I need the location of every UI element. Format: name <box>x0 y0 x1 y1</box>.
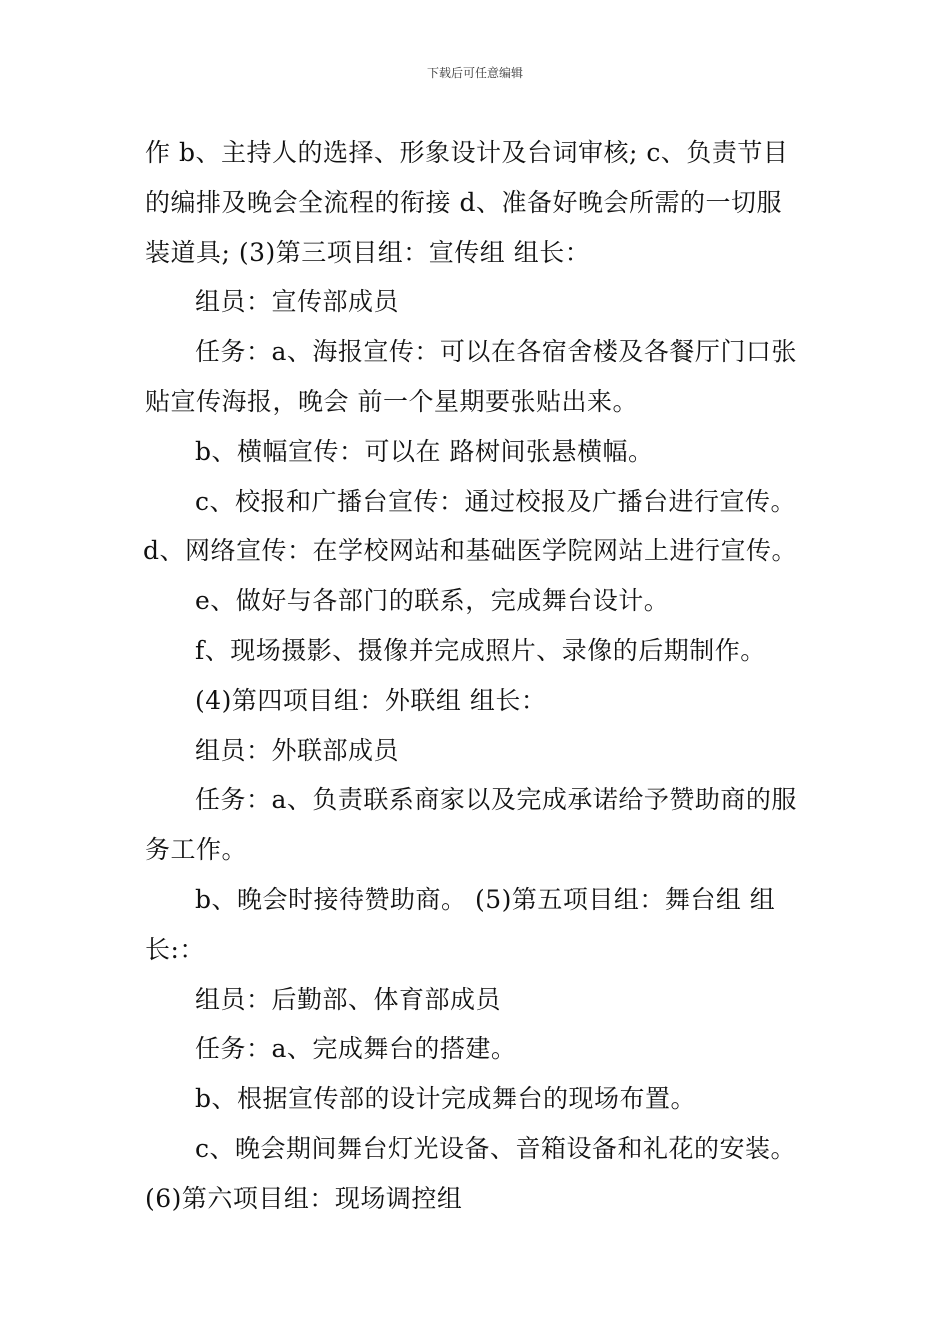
text-line: d、网络宣传：在学校网站和基础医学院网站上进行宣传。 <box>143 536 798 566</box>
text-line: 务工作。 <box>145 835 248 865</box>
text-line: 装道具; (3)第三项目组：宣传组 组长： <box>145 237 591 267</box>
text-line: 任务：a、海报宣传：可以在各宿舍楼及各餐厅门口张 <box>195 337 797 367</box>
text-line: b、晚会时接待赞助商。 (5)第五项目组：舞台组 组 <box>195 884 776 914</box>
text-line: f、现场摄影、摄像并完成照片、录像的后期制作。 <box>195 635 766 665</box>
text-line: e、做好与各部门的联系，完成舞台设计。 <box>195 586 670 616</box>
text-line: b、横幅宣传：可以在 路树间张悬横幅。 <box>195 436 654 466</box>
text-line: (4)第四项目组：外联组 组长： <box>195 685 547 715</box>
text-line: 贴宣传海报，晚会 前一个星期要张贴出来。 <box>145 386 638 416</box>
document-body <box>145 128 825 1224</box>
text-line: 长:： <box>145 934 205 964</box>
text-line: 的编排及晚会全流程的衔接 d、准备好晚会所需的一切服 <box>145 187 782 217</box>
text-line: 任务：a、负责联系商家以及完成承诺给予赞助商的服 <box>195 785 797 815</box>
text-line: c、校报和广播台宣传：通过校报及广播台进行宣传。 <box>195 486 797 516</box>
text-line: b、根据宣传部的设计完成舞台的现场布置。 <box>195 1084 697 1114</box>
text-line: (6)第六项目组：现场调控组 <box>145 1183 463 1213</box>
text-line: c、晚会期间舞台灯光设备、音箱设备和礼花的安装。 <box>195 1133 797 1163</box>
text-line: 组员：外联部成员 <box>195 735 400 765</box>
text-line: 组员：后勤部、体育部成员 <box>195 984 502 1014</box>
text-line: 组员：宣传部成员 <box>195 287 400 317</box>
page-header: 下载后可任意编辑 <box>426 66 523 80</box>
text-line: 作 b、主持人的选择、形象设计及台词审核; c、负责节目 <box>145 138 789 167</box>
text-line: 任务：a、完成舞台的搭建。 <box>195 1034 517 1064</box>
